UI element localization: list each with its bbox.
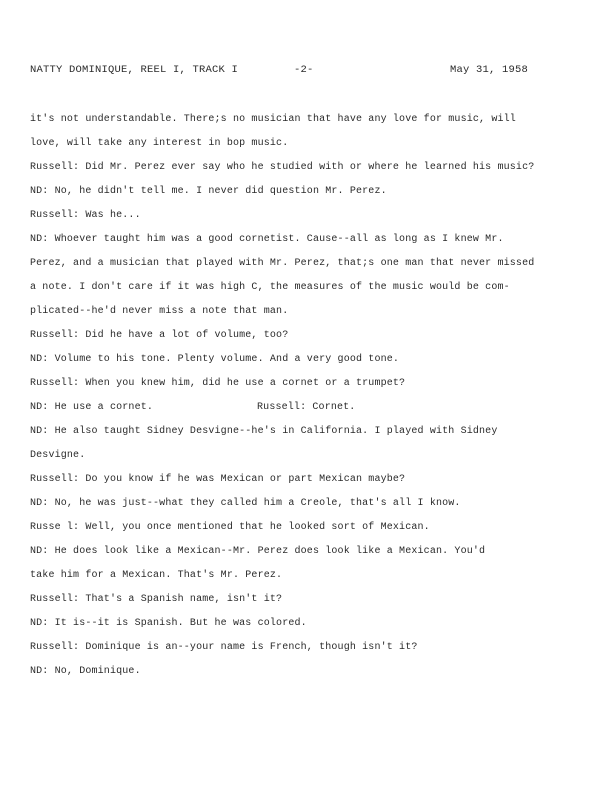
transcript-line: it's not understandable. There;s no musician that have any love for music, will [30,114,516,125]
transcript-line: Russell: That's a Spanish name, isn't it? [30,594,283,605]
transcript-line: ND: He does look like a Mexican--Mr. Perez does look like a Mexican. You'd [30,546,486,557]
page-header [30,64,530,80]
transcript-line: Russell: Do you know if he was Mexican or part Mexican maybe? [30,474,406,485]
transcript-line: ND: No, he didn't tell me. I never did question Mr. Perez. [30,186,387,197]
transcript-line: ND: No, Dominique. [30,666,141,677]
transcript-line [30,400,575,424]
header-date: May 31, 1958 [450,64,529,76]
transcript-line: Russell: Did Mr. Perez ever say who he studied with or where he learned his music? [30,162,535,173]
transcript-body [30,112,575,688]
page-number: -2- [294,64,314,76]
transcript-line: ND: He also taught Sidney Desvigne--he's in California. I played with Sidney [30,426,498,437]
transcript-line: Perez, and a musician that played with Mr. Perez, that;s one man that never missed [30,258,535,269]
transcript-line: Russell: Dominique is an--your name is French, though isn't it? [30,642,418,653]
transcript-line: plicated--he'd never miss a note that man. [30,306,289,317]
transcript-line: ND: No, he was just--what they called him a Creole, that's all I know. [30,498,461,509]
header-title: NATTY DOMINIQUE, REEL I, TRACK I [30,64,239,76]
transcript-line: Russell: When you knew him, did he use a cornet or a trumpet? [30,378,406,389]
transcript-line: love, will take any interest in bop music. [30,138,289,149]
transcript-line: a note. I don't care if it was high C, the measures of the music would be com- [30,282,510,293]
transcript-line: ND: Volume to his tone. Plenty volume. And a very good tone. [30,354,400,365]
transcript-line: ND: It is--it is Spanish. But he was colored. [30,618,307,629]
transcript-line: take him for a Mexican. That's Mr. Perez. [30,570,283,581]
transcript-line: ND: Whoever taught him was a good cornetist. Cause--all as long as I knew Mr. [30,234,504,245]
transcript-line: Russe l: Well, you once mentioned that he looked sort of Mexican. [30,522,430,533]
inline-reply: Russell: Cornet. [257,402,356,413]
transcript-line: Desvigne. [30,450,86,461]
transcript-line: Russell: Was he... [30,210,141,221]
transcript-line-text: ND: He use a cornet. [30,402,154,413]
transcript-line: Russell: Did he have a lot of volume, too? [30,330,289,341]
